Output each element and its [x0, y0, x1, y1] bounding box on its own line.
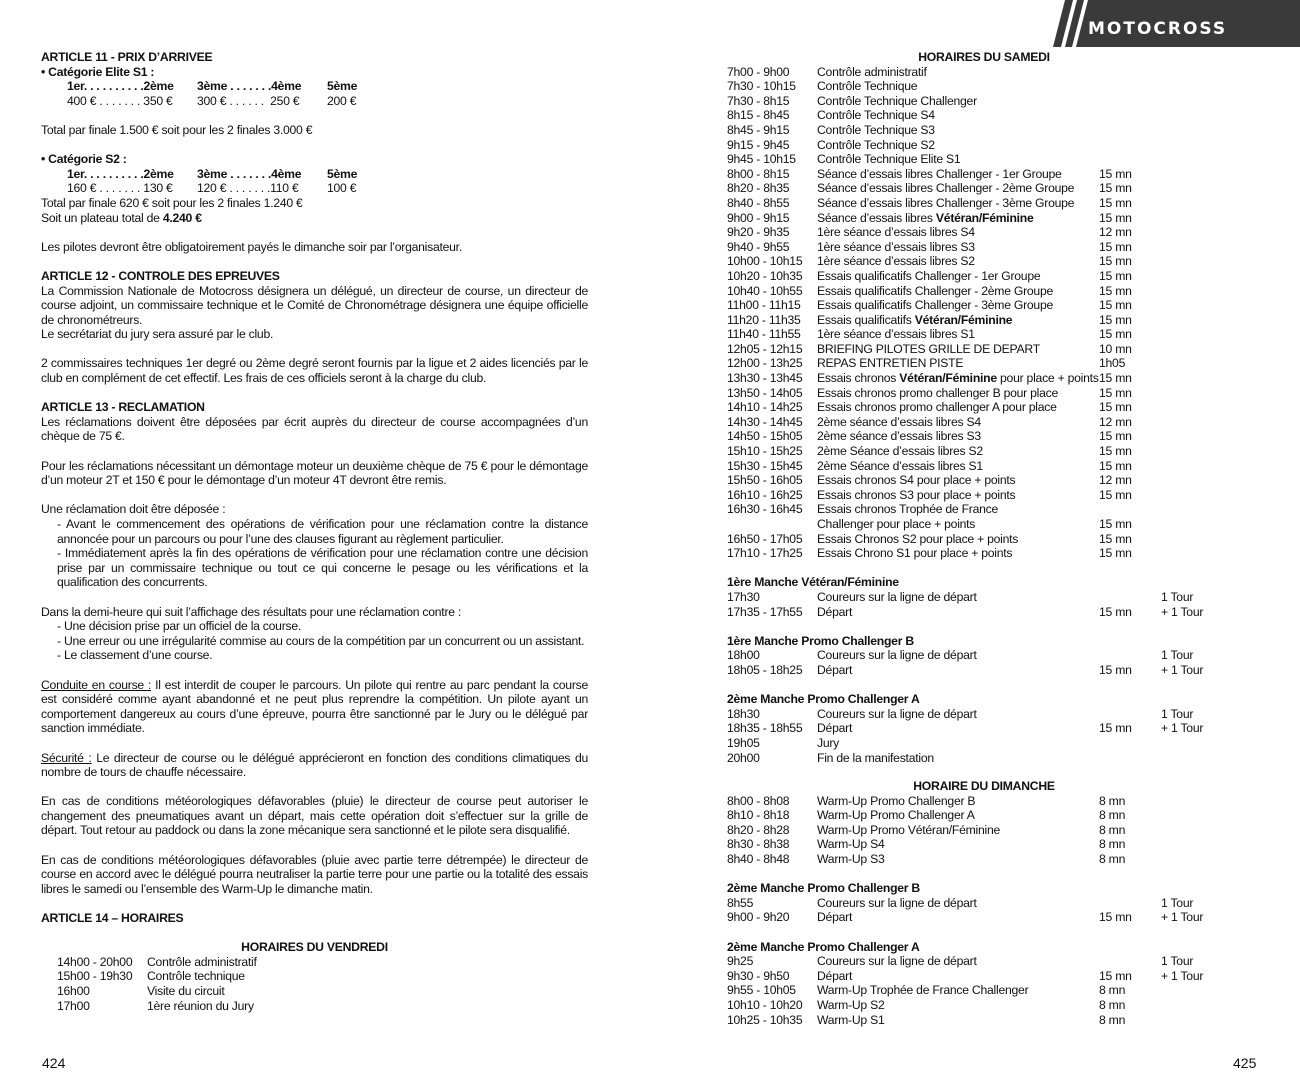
schedule-duration: 15 mn	[1099, 458, 1132, 473]
schedule-time: 9h40 - 9h55	[727, 239, 790, 254]
schedule-laps	[1161, 356, 1241, 371]
schedule-time: 8h00 - 8h08	[727, 793, 790, 808]
schedule-time: 8h40 - 8h55	[727, 195, 790, 210]
schedule-laps	[1161, 196, 1241, 211]
article-13-title: ARTICLE 13 - RECLAMATION	[41, 400, 205, 415]
schedule-laps	[1161, 181, 1241, 196]
schedule-label: BRIEFING PILOTES GRILLE DE DEPART	[817, 341, 1040, 356]
schedule-laps	[1161, 167, 1241, 182]
schedule-laps	[1161, 298, 1241, 313]
heat-title: 1ère Manche Vétéran/Féminine	[727, 575, 899, 590]
schedule-duration: 12 mn	[1099, 414, 1132, 429]
schedule-laps	[1161, 400, 1241, 415]
schedule-duration: 15 mn	[1099, 721, 1132, 736]
schedule-label: Contrôle Technique Elite S1	[817, 152, 961, 167]
schedule-laps	[1161, 94, 1241, 109]
schedule-duration: 15 mn	[1099, 385, 1132, 400]
page-number-right: 425	[1233, 1055, 1257, 1071]
schedule-laps	[1161, 488, 1241, 503]
schedule-laps	[1161, 254, 1241, 269]
schedule-label: Jury	[817, 735, 840, 750]
schedule-duration: 12 mn	[1099, 225, 1132, 240]
prize-header: 1er. . . . . . . . . .2ème	[67, 79, 174, 94]
s2-total: Total par finale 620 € soit pour les 2 finales 1.240 €	[41, 195, 303, 210]
schedule-duration	[1099, 79, 1161, 94]
schedule-laps: 1 Tour	[1161, 954, 1194, 969]
friday-title: HORAIRES DU VENDREDI	[241, 940, 388, 955]
schedule-duration	[1099, 707, 1161, 722]
schedule-duration: 15 mn	[1099, 268, 1132, 283]
schedule-duration: 15 mn	[1099, 429, 1132, 444]
schedule-time: 11h20 - 11h35	[727, 312, 801, 327]
schedule-laps: 1 Tour	[1161, 589, 1194, 604]
schedule-time	[727, 517, 817, 532]
left-column	[41, 50, 588, 1013]
schedule-time: 14h00 - 20h00	[57, 954, 133, 969]
schedule-time: 8h00 - 8h15	[727, 166, 790, 181]
schedule-label: Contrôle Technique Challenger	[817, 93, 977, 108]
schedule-label: Essais qualificatifs Challenger - 1er Groupe	[817, 268, 1041, 283]
schedule-label: Visite du circuit	[147, 984, 225, 998]
schedule-time: 8h15 - 8h45	[727, 108, 790, 123]
schedule-laps	[1161, 152, 1241, 167]
schedule-label: Warm-Up Promo Vétéran/Féminine	[817, 822, 1001, 837]
schedule-duration	[1099, 896, 1161, 911]
prize-header: 3ème . . . . . . .4ème	[197, 79, 302, 94]
schedule-label: Contrôle technique	[147, 969, 245, 984]
schedule-label: Warm-Up S3	[817, 852, 885, 867]
schedule-duration: 1h05	[1099, 356, 1126, 371]
schedule-laps: 1 Tour	[1161, 895, 1194, 910]
schedule-label: Essais Chronos S2 pour place + points	[817, 531, 1019, 546]
article-12-paragraph: 2 commissaires techniques 1er degré ou 2ème degré seront fournis par la ligue et 2 aides licenciés par le club en complément de cet effectif. Les frais de ces officiels seront à la charge du club.	[41, 356, 588, 386]
schedule-label: Essais qualificatifs Challenger - 3ème Groupe	[817, 298, 1054, 313]
schedule-laps	[1161, 313, 1241, 328]
schedule-laps	[1161, 823, 1241, 838]
article-13-bullet: - Le classement d’une course.	[57, 648, 213, 663]
s2-prize-values	[41, 181, 588, 196]
heat-title: 2ème Manche Promo Challenger A	[727, 939, 920, 954]
schedule-duration: 15 mn	[1099, 239, 1132, 254]
schedule-duration: 8 mn	[1099, 983, 1126, 998]
schedule-time: 11h00 - 11h15	[727, 298, 801, 313]
schedule-time: 13h50 - 14h05	[727, 385, 803, 400]
securite-paragraph: Sécurité : Le directeur de course ou le délégué apprécieront en fonction des conditions climatiques du nombre de tours de chauffe nécessaire.	[41, 750, 589, 780]
schedule-time: 10h25 - 10h35	[727, 1012, 803, 1027]
schedule-label: 1ère séance d’essais libres S4	[817, 225, 975, 240]
article-13-bullet: - Une décision prise par un officiel de la course.	[57, 619, 302, 634]
schedule-duration: 15 mn	[1099, 371, 1132, 386]
page-number-left: 424	[42, 1055, 66, 1071]
schedule-duration	[1099, 138, 1161, 153]
schedule-duration: 8 mn	[1099, 808, 1126, 823]
schedule-duration: 15 mn	[1099, 604, 1132, 619]
article-12-paragraph: La Commission Nationale de Motocross désignera un délégué, un directeur de course, un directeur de course adjoint, un commissaire technique et le Comité de Chronométrage désignera une équipe officielle de chronométreurs.	[41, 283, 588, 327]
schedule-duration: 15 mn	[1099, 968, 1132, 983]
schedule-label: Coureurs sur la ligne de départ	[817, 589, 977, 604]
schedule-laps	[1161, 123, 1241, 138]
schedule-time: 8h40 - 8h48	[727, 852, 790, 867]
schedule-laps	[1161, 736, 1241, 751]
schedule-laps	[1161, 284, 1241, 299]
schedule-laps	[1161, 532, 1241, 547]
schedule-time: 18h30	[727, 706, 760, 721]
schedule-laps: + 1 Tour	[1161, 662, 1204, 677]
prize-header: 5ème	[327, 79, 358, 94]
article-12-title: ARTICLE 12 - CONTROLE DES EPREUVES	[41, 268, 280, 283]
schedule-time: 9h00 - 9h20	[727, 910, 790, 925]
schedule-laps	[1161, 211, 1241, 226]
schedule-time: 15h50 - 16h05	[727, 473, 803, 488]
elite-prize-values	[41, 94, 588, 109]
schedule-label: Contrôle Technique	[817, 79, 918, 94]
schedule-label: REPAS ENTRETIEN PISTE	[817, 356, 964, 371]
schedule-time: 18h00	[727, 648, 760, 663]
prize-header: 1er. . . . . . . . . .2ème	[67, 166, 174, 181]
schedule-duration	[1099, 954, 1161, 969]
schedule-laps	[1161, 546, 1241, 561]
prize-value: 200 €	[327, 93, 357, 108]
schedule-duration	[1099, 736, 1161, 751]
schedule-duration	[1099, 590, 1161, 605]
schedule-duration: 15 mn	[1099, 444, 1132, 459]
schedule-time: 20h00	[727, 750, 760, 765]
plateau-total: Soit un plateau total de 4.240 €	[41, 210, 202, 225]
schedule-laps	[1161, 751, 1241, 766]
heat-title: 2ème Manche Promo Challenger B	[727, 881, 920, 896]
schedule-duration	[1099, 94, 1161, 109]
schedule-time: 17h10 - 17h25	[727, 546, 803, 561]
schedule-duration	[1099, 502, 1161, 517]
schedule-duration	[1099, 648, 1161, 663]
schedule-time: 17h30	[727, 589, 760, 604]
schedule-time: 15h10 - 15h25	[727, 444, 803, 459]
schedule-label: Contrôle administratif	[147, 954, 257, 969]
schedule-time: 14h10 - 14h25	[727, 400, 803, 415]
schedule-duration: 15 mn	[1099, 181, 1132, 196]
heat-title: 1ère Manche Promo Challenger B	[727, 633, 914, 648]
article-12-paragraph: Le secrétariat du jury sera assuré par le club.	[41, 327, 274, 342]
heat-schedule	[727, 954, 1267, 1027]
schedule-time: 8h30 - 8h38	[727, 837, 790, 852]
schedule-time: 8h20 - 8h35	[727, 181, 790, 196]
schedule-duration: 15 mn	[1099, 662, 1132, 677]
sunday-title: HORAIRE DU DIMANCHE	[913, 779, 1055, 794]
schedule-duration: 15 mn	[1099, 327, 1132, 342]
schedule-label: Warm-Up S4	[817, 837, 885, 852]
schedule-duration: 15 mn	[1099, 400, 1132, 415]
schedule-time: 9h25	[727, 954, 754, 969]
prize-value: 400 € . . . . . . . 350 €	[67, 93, 173, 108]
article-13-paragraph: Dans la demi-heure qui suit l’affichage des résultats pour une réclamation contre :	[41, 604, 462, 619]
schedule-time: 10h40 - 10h55	[727, 283, 803, 298]
schedule-label: Départ	[817, 604, 853, 619]
schedule-time: 19h05	[727, 735, 760, 750]
sunday-schedule	[727, 794, 1267, 867]
schedule-duration: 15 mn	[1099, 910, 1132, 925]
schedule-laps	[1161, 852, 1241, 867]
schedule-duration	[1099, 108, 1161, 123]
schedule-time: 18h05 - 18h25	[727, 662, 803, 677]
schedule-time: 15h30 - 15h45	[727, 458, 803, 473]
schedule-duration: 15 mn	[1099, 254, 1132, 269]
banner-title: MOTOCROSS	[1088, 19, 1228, 39]
schedule-laps	[1161, 342, 1241, 357]
schedule-label: Séance d’essais libres Challenger - 3ème Groupe	[817, 195, 1075, 210]
schedule-time: 8h20 - 8h28	[727, 822, 790, 837]
schedule-duration: 8 mn	[1099, 998, 1126, 1012]
schedule-laps	[1161, 998, 1241, 1013]
schedule-duration: 15 mn	[1099, 210, 1132, 225]
schedule-duration: 15 mn	[1099, 195, 1132, 210]
schedule-label: 1ère séance d’essais libres S2	[817, 254, 975, 269]
schedule-label: Warm-Up S1	[817, 1012, 885, 1027]
schedule-label: Coureurs sur la ligne de départ	[817, 954, 977, 969]
schedule-duration: 15 mn	[1099, 487, 1132, 502]
schedule-label: Séance d’essais libres Challenger - 2ème Groupe	[817, 181, 1075, 196]
schedule-laps	[1161, 1013, 1241, 1028]
heat-schedule	[727, 648, 1267, 677]
schedule-label: Départ	[817, 968, 853, 983]
schedule-time: 8h55	[727, 895, 754, 910]
schedule-label: Essais chronos S4 pour place + points	[817, 473, 1016, 488]
schedule-duration: 15 mn	[1099, 298, 1132, 313]
schedule-label: 2ème Séance d’essais libres S2	[817, 444, 983, 459]
schedule-time: 9h30 - 9h50	[727, 968, 790, 983]
schedule-laps	[1161, 502, 1241, 517]
schedule-laps	[1161, 794, 1241, 809]
schedule-time: 7h30 - 8h15	[727, 93, 790, 108]
meteo-paragraph: En cas de conditions météorologiques défavorables (pluie) le directeur de course peut autoriser le changement des pneumatiques avant un départ, mais cette opération doit s’effectuer sur la grille de départ. Tout retour au paddock ou dans la zone mécanique sera sanctionné et le pilote sera disqualifié.	[41, 794, 588, 838]
schedule-time: 13h30 - 13h45	[727, 371, 803, 386]
schedule-laps	[1161, 138, 1241, 153]
schedule-label: 2ème Séance d’essais libres S1	[817, 458, 983, 473]
schedule-time: 9h15 - 9h45	[727, 137, 790, 152]
schedule-time: 12h00 - 13h25	[727, 356, 803, 371]
schedule-laps	[1161, 473, 1241, 488]
schedule-label: Coureurs sur la ligne de départ	[817, 706, 977, 721]
schedule-laps	[1161, 444, 1241, 459]
prize-value: 300 € . . . . . . 250 €	[197, 93, 300, 108]
schedule-label: Essais chronos S3 pour place + points	[817, 487, 1016, 502]
schedule-time: 17h00	[57, 998, 90, 1013]
prize-value: 160 € . . . . . . . 130 €	[67, 181, 173, 196]
schedule-label: 1ère réunion du Jury	[147, 998, 254, 1013]
schedule-duration: 12 mn	[1099, 473, 1132, 488]
schedule-label: Essais chronos Vétéran/Féminine pour place + points	[817, 371, 1099, 386]
schedule-label: Essais chronos promo challenger B pour place	[817, 385, 1059, 400]
article-13-bullet: - Immédiatement après la fin des opérations de vérification pour une réclamation contre une décision prise par un commissaire technique ou tout ce qui concerne le pesage ou les vérifications et la qualification des concurrents.	[57, 546, 588, 590]
schedule-duration: 8 mn	[1099, 793, 1126, 808]
payment-note: Les pilotes devront être obligatoirement payés le dimanche soir par l’organisateur.	[41, 239, 462, 254]
category-s2-title: • Catégorie S2 :	[41, 152, 127, 167]
schedule-label: Essais Chrono S1 pour place + points	[817, 546, 1013, 561]
schedule-duration	[1099, 123, 1161, 138]
schedule-label: Départ	[817, 662, 853, 677]
schedule-time: 12h05 - 12h15	[727, 341, 803, 356]
saturday-title: HORAIRES DU SAMEDI	[918, 50, 1050, 64]
schedule-duration: 15 mn	[1099, 166, 1132, 181]
schedule-duration	[1099, 65, 1161, 80]
saturday-heats	[727, 561, 1267, 765]
schedule-time: 10h00 - 10h15	[727, 254, 803, 269]
schedule-label: Essais chronos promo challenger A pour place	[817, 400, 1057, 415]
schedule-time: 9h00 - 9h15	[727, 210, 790, 225]
friday-schedule	[41, 955, 588, 1013]
schedule-time: 8h10 - 8h18	[727, 808, 790, 823]
right-column	[727, 50, 1267, 1027]
schedule-laps: + 1 Tour	[1161, 968, 1204, 983]
schedule-laps: 1 Tour	[1161, 706, 1194, 721]
schedule-label: Challenger pour place + points	[817, 517, 976, 531]
sunday-heats	[727, 867, 1267, 1028]
category-elite-title: • Catégorie Elite S1 :	[41, 64, 155, 79]
schedule-time: 16h50 - 17h05	[727, 531, 803, 546]
schedule-laps	[1161, 371, 1241, 386]
s2-prize-headers	[41, 167, 588, 182]
schedule-laps	[1161, 429, 1241, 444]
schedule-label: Fin de la manifestation	[817, 750, 934, 765]
schedule-label: Warm-Up Promo Challenger A	[817, 808, 975, 823]
schedule-label: Départ	[817, 910, 853, 925]
schedule-time: 9h55 - 10h05	[727, 983, 796, 998]
schedule-duration: 8 mn	[1099, 837, 1126, 852]
schedule-laps	[1161, 240, 1241, 255]
schedule-duration: 15 mn	[1099, 517, 1132, 531]
schedule-duration: 8 mn	[1099, 822, 1126, 837]
schedule-label: Contrôle Technique S2	[817, 137, 935, 152]
schedule-label: Essais qualificatifs Vétéran/Féminine	[817, 312, 1013, 327]
article-11-title: ARTICLE 11 - PRIX D’ARRIVEE	[41, 50, 213, 64]
schedule-time: 14h50 - 15h05	[727, 429, 803, 444]
schedule-laps	[1161, 269, 1241, 284]
schedule-time: 16h00	[57, 984, 90, 998]
schedule-laps: + 1 Tour	[1161, 721, 1204, 736]
schedule-time: 10h10 - 10h20	[727, 998, 803, 1012]
schedule-time: 7h30 - 10h15	[727, 79, 796, 94]
schedule-label: Warm-Up Promo Challenger B	[817, 793, 976, 808]
schedule-time: 15h00 - 19h30	[57, 969, 133, 984]
schedule-laps	[1161, 459, 1241, 474]
schedule-label: Séance d’essais libres Vétéran/Féminine	[817, 210, 1034, 225]
article-14-title: ARTICLE 14 – HORAIRES	[41, 911, 184, 926]
schedule-laps: + 1 Tour	[1161, 910, 1204, 925]
schedule-label: 1ère séance d’essais libres S1	[817, 327, 975, 342]
schedule-time: 10h20 - 10h35	[727, 268, 803, 283]
schedule-label: Coureurs sur la ligne de départ	[817, 895, 977, 910]
heat-schedule	[727, 896, 1267, 925]
schedule-label: Contrôle Technique S4	[817, 108, 935, 123]
prize-header: 3ème . . . . . . .4ème	[197, 166, 302, 181]
schedule-time: 9h45 - 10h15	[727, 152, 796, 167]
schedule-label: 2ème séance d’essais libres S4	[817, 414, 981, 429]
schedule-time: 7h00 - 9h00	[727, 64, 790, 79]
heat-title: 2ème Manche Promo Challenger A	[727, 692, 920, 707]
schedule-laps: + 1 Tour	[1161, 604, 1204, 619]
schedule-label: Séance d’essais libres Challenger - 1er Groupe	[817, 166, 1062, 181]
schedule-time: 17h35 - 17h55	[727, 604, 803, 619]
schedule-laps: 1 Tour	[1161, 648, 1194, 663]
schedule-laps	[1161, 108, 1241, 123]
schedule-laps	[1161, 65, 1241, 80]
conduite-paragraph: Conduite en course : Il est interdit de couper le parcours. Un pilote qui rentre au parc pendant la course est considéré comme ayant abandonné et ne peut plus reprendre la compétition. Un pilote ayant un comportement dangereux au cours d’une épreuve, pourra être sanctionné par le Jury ou le délégué par sanction immédiate.	[41, 677, 589, 736]
schedule-laps	[1161, 415, 1241, 430]
heat-schedule	[727, 590, 1267, 619]
schedule-label: 2ème séance d’essais libres S3	[817, 429, 981, 444]
heat-schedule	[727, 707, 1267, 765]
schedule-label: Essais qualificatifs Challenger - 2ème Groupe	[817, 283, 1054, 298]
prize-value: 100 €	[327, 181, 357, 196]
schedule-label: 1ère séance d’essais libres S3	[817, 239, 975, 254]
schedule-time: 18h35 - 18h55	[727, 721, 803, 736]
schedule-label: Warm-Up Trophée de France Challenger	[817, 983, 1029, 998]
schedule-duration: 15 mn	[1099, 312, 1132, 327]
schedule-time: 9h20 - 9h35	[727, 225, 790, 240]
schedule-laps	[1161, 327, 1241, 342]
schedule-laps	[1161, 837, 1241, 852]
schedule-label: Essais chronos Trophée de France	[817, 502, 999, 517]
meteo-paragraph: En cas de conditions météorologiques défavorables (pluie avec partie terre détrempée) le directeur de course en accord avec le délégué pourra neutraliser la partie terre pour une partie ou la totalité des essais libres le samedi ou l’ensemble des Warm-Up le dimanche matin.	[41, 852, 588, 896]
schedule-time: 14h30 - 14h45	[727, 414, 803, 429]
schedule-laps	[1161, 386, 1241, 401]
schedule-duration: 15 mn	[1099, 531, 1132, 546]
schedule-label: Warm-Up S2	[817, 998, 885, 1012]
schedule-laps	[1161, 983, 1241, 998]
article-13-paragraph: Pour les réclamations nécessitant un démontage moteur un deuxième chèque de 75 € pour le démontage d’un moteur 2T et 150 € pour le démontage d’un moteur 4T devront être remis.	[41, 458, 588, 488]
schedule-label: Départ	[817, 721, 853, 736]
prize-header: 5ème	[327, 166, 358, 181]
schedule-time: 11h40 - 11h55	[727, 327, 801, 342]
schedule-time: 8h45 - 9h15	[727, 122, 790, 137]
schedule-laps	[1161, 517, 1241, 532]
schedule-label: Contrôle Technique S3	[817, 122, 935, 137]
schedule-duration: 8 mn	[1099, 1012, 1126, 1027]
schedule-label: Coureurs sur la ligne de départ	[817, 648, 977, 663]
schedule-duration: 10 mn	[1099, 341, 1132, 356]
schedule-laps	[1161, 225, 1241, 240]
schedule-laps	[1161, 808, 1241, 823]
article-13-paragraph: Les réclamations doivent être déposées par écrit auprès du directeur de course accompagnées d’un chèque de 75 €.	[41, 414, 588, 444]
elite-prize-headers	[41, 79, 588, 94]
article-13-bullet: - Avant le commencement des opérations de vérification pour une réclamation contre la distance annoncée pour un parcours ou pour l’une des clauses figurant au règlement particulier.	[57, 517, 588, 546]
schedule-duration	[1099, 152, 1161, 167]
saturday-schedule	[727, 65, 1267, 561]
article-13-paragraph: Une réclamation doit être déposée :	[41, 502, 226, 517]
schedule-duration: 15 mn	[1099, 546, 1132, 561]
schedule-laps	[1161, 79, 1241, 94]
schedule-time: 16h30 - 16h45	[727, 502, 803, 517]
right-page	[650, 0, 1300, 1092]
schedule-duration: 15 mn	[1099, 283, 1132, 298]
schedule-time: 16h10 - 16h25	[727, 487, 803, 502]
schedule-label: Contrôle administratif	[817, 64, 927, 79]
schedule-duration: 8 mn	[1099, 852, 1126, 867]
schedule-duration	[1099, 751, 1161, 766]
article-13-bullet: - Une erreur ou une irrégularité commise au cours de la compétition par un concurrent ou un assistant.	[57, 633, 585, 648]
elite-total: Total par finale 1.500 € soit pour les 2 finales 3.000 €	[41, 122, 313, 137]
prize-value: 120 € . . . . . . .110 €	[197, 181, 299, 196]
